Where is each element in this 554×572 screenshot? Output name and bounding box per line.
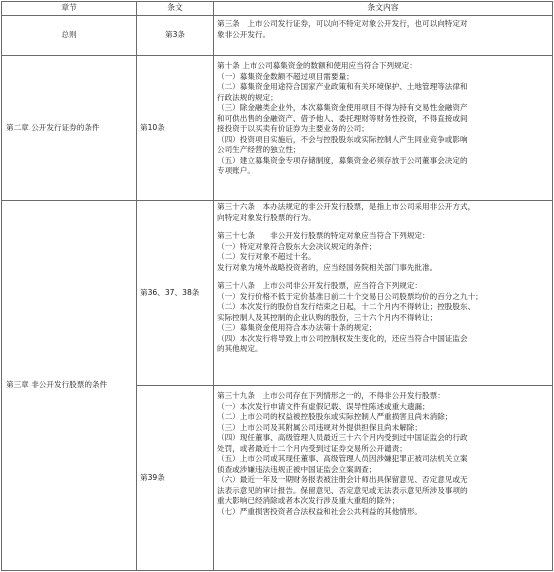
content-cell	[214, 386, 553, 571]
content-line: 第三十七条 非公开发行股票的特定对象应当符合下列规定：	[217, 231, 430, 240]
table-row-general	[2, 16, 553, 56]
content-line: （一）发行价格不低于定价基准日前二十个交易日公司股票均价的百分之九十；	[217, 291, 483, 301]
content-line: （二）募集资金用途符合国家产业政策和有关环境保护、土地管理等法律和	[217, 82, 468, 91]
content-line: 发行对象为境外战略投资者的，应当经国务院相关部门事先批准。	[217, 262, 438, 272]
regulation-table-page	[1, 1, 552, 570]
content-line: （五）建立募集资金专项存储制度，募集资金必须存放于公司董事会决定的	[217, 155, 468, 165]
table-row-chapter-2	[2, 56, 553, 201]
content-line: 接投资于以买卖有价证券为主要业务的公司；	[217, 124, 369, 133]
header-row	[2, 2, 553, 16]
content-cell	[214, 201, 553, 386]
content-line: （三）除金融类企业外，本次募集资金使用项目不得为持有交易性金融资产	[217, 103, 468, 112]
content-line: （二）发行对象不超过十名。	[217, 252, 316, 261]
content-cell	[214, 56, 553, 201]
content-line: 第三十九条 上市公司存在下列情形之一的，不得非公开发行股票：	[217, 391, 445, 400]
article-cell: 第3条	[137, 16, 214, 56]
paragraph-gap	[217, 223, 549, 231]
content-line: 象非公开发行。	[217, 29, 271, 39]
regulation-table	[1, 1, 553, 571]
header-chapter: 章节	[2, 2, 137, 16]
content-line: 和可供出售的金融资产、借予他人、委托理财等财务性投资，不得直接或间	[217, 113, 468, 123]
content-line: 处罚，或者最近十二个月内受到过证券交易所公开谴责；	[217, 443, 407, 453]
content-line: （六）最近一年及一期财务报表被注册会计师出具保留意见、否定意见或无	[217, 475, 468, 484]
content-line: 第三条 上市公司发行证券，可以向不特定对象公开发行，也可以向特定对	[217, 19, 468, 28]
chapter-cell: 第二章 公开发行证券的条件	[2, 56, 137, 201]
chapter-cell: 第三章 非公开发行股票的条件	[2, 201, 137, 571]
content-line: （四）本次发行将导致上市公司控制权发生变化的，还应当符合中国证监会	[217, 333, 468, 343]
table-row-chapter-3a	[2, 201, 553, 386]
content-line: （一）特定对象符合股东大会决议规定的条件；	[217, 241, 377, 251]
content-line: 第十条 上市公司募集资金的数额和使用应当符合下列规定：	[217, 61, 417, 70]
content-line: （四）现任董事、高级管理人员最近三十六个月内受到过中国证监会的行政	[217, 433, 468, 442]
content-line: 第三十八条 上市公司非公开发行股票，应当符合下列规定：	[217, 281, 423, 290]
content-line: 公司生产经营的独立性；	[217, 145, 301, 154]
content-line: 向特定对象发行股票的行为。	[217, 212, 316, 222]
header-content: 条文内容	[214, 2, 553, 16]
content-line: 实际控制人及其控制的企业认购的股份，三十六个月内不得转让；	[217, 312, 438, 322]
paragraph-gap	[217, 273, 549, 281]
content-line: （四）投资项目实施后，不会与控股股东或实际控制人产生同业竞争或影响	[217, 134, 468, 144]
content-line: 侦查或涉嫌违法违规正被中国证监会立案调查；	[217, 464, 377, 474]
content-line: （五）上市公司或其现任董事、高级管理人员因涉嫌犯罪正被司法机关立案	[217, 454, 468, 463]
content-line: 行政法规的规定；	[217, 92, 278, 102]
header-article: 条文	[137, 2, 214, 16]
content-line: （二）上市公司的权益被控股股东或实际控制人严重损害且尚未消除；	[217, 412, 453, 421]
content-line: 专项账户。	[217, 166, 255, 175]
article-cell: 第10条	[137, 56, 214, 201]
content-line: （七）严重损害投资者合法权益和社会公共利益的其他情形。	[217, 506, 423, 516]
content-line: （二）本次发行的股份自发行结束之日起，十二个月内不得转让；控股股东、	[217, 302, 476, 311]
content-line: （三）上市公司及其附属公司违规对外提供担保且尚未解除；	[217, 422, 423, 432]
article-cell: 第39条	[137, 386, 214, 571]
content-cell	[214, 16, 553, 56]
article-cell: 第36、37、38条	[137, 201, 214, 386]
content-line: 法表示意见的审计报告。保留意见、否定意见或无法表示意见所涉及事项的	[217, 485, 468, 495]
chapter-cell: 总则	[2, 16, 137, 56]
content-line: （一）募集资金数额不超过项目需要量；	[217, 71, 354, 81]
content-line: 的其他规定。	[217, 344, 263, 353]
content-line: 第三十六条 本办法规定的非公开发行股票，是指上市公司采用非公开方式，	[217, 202, 476, 211]
content-line: （一）本次发行申请文件有虚假记载、误导性陈述或重大遗漏；	[217, 401, 430, 411]
content-line: 重大影响已经消除或者本次发行涉及重大重组的除外；	[217, 496, 400, 505]
content-line: （三）募集资金使用符合本办法第十条的规定；	[217, 323, 377, 332]
